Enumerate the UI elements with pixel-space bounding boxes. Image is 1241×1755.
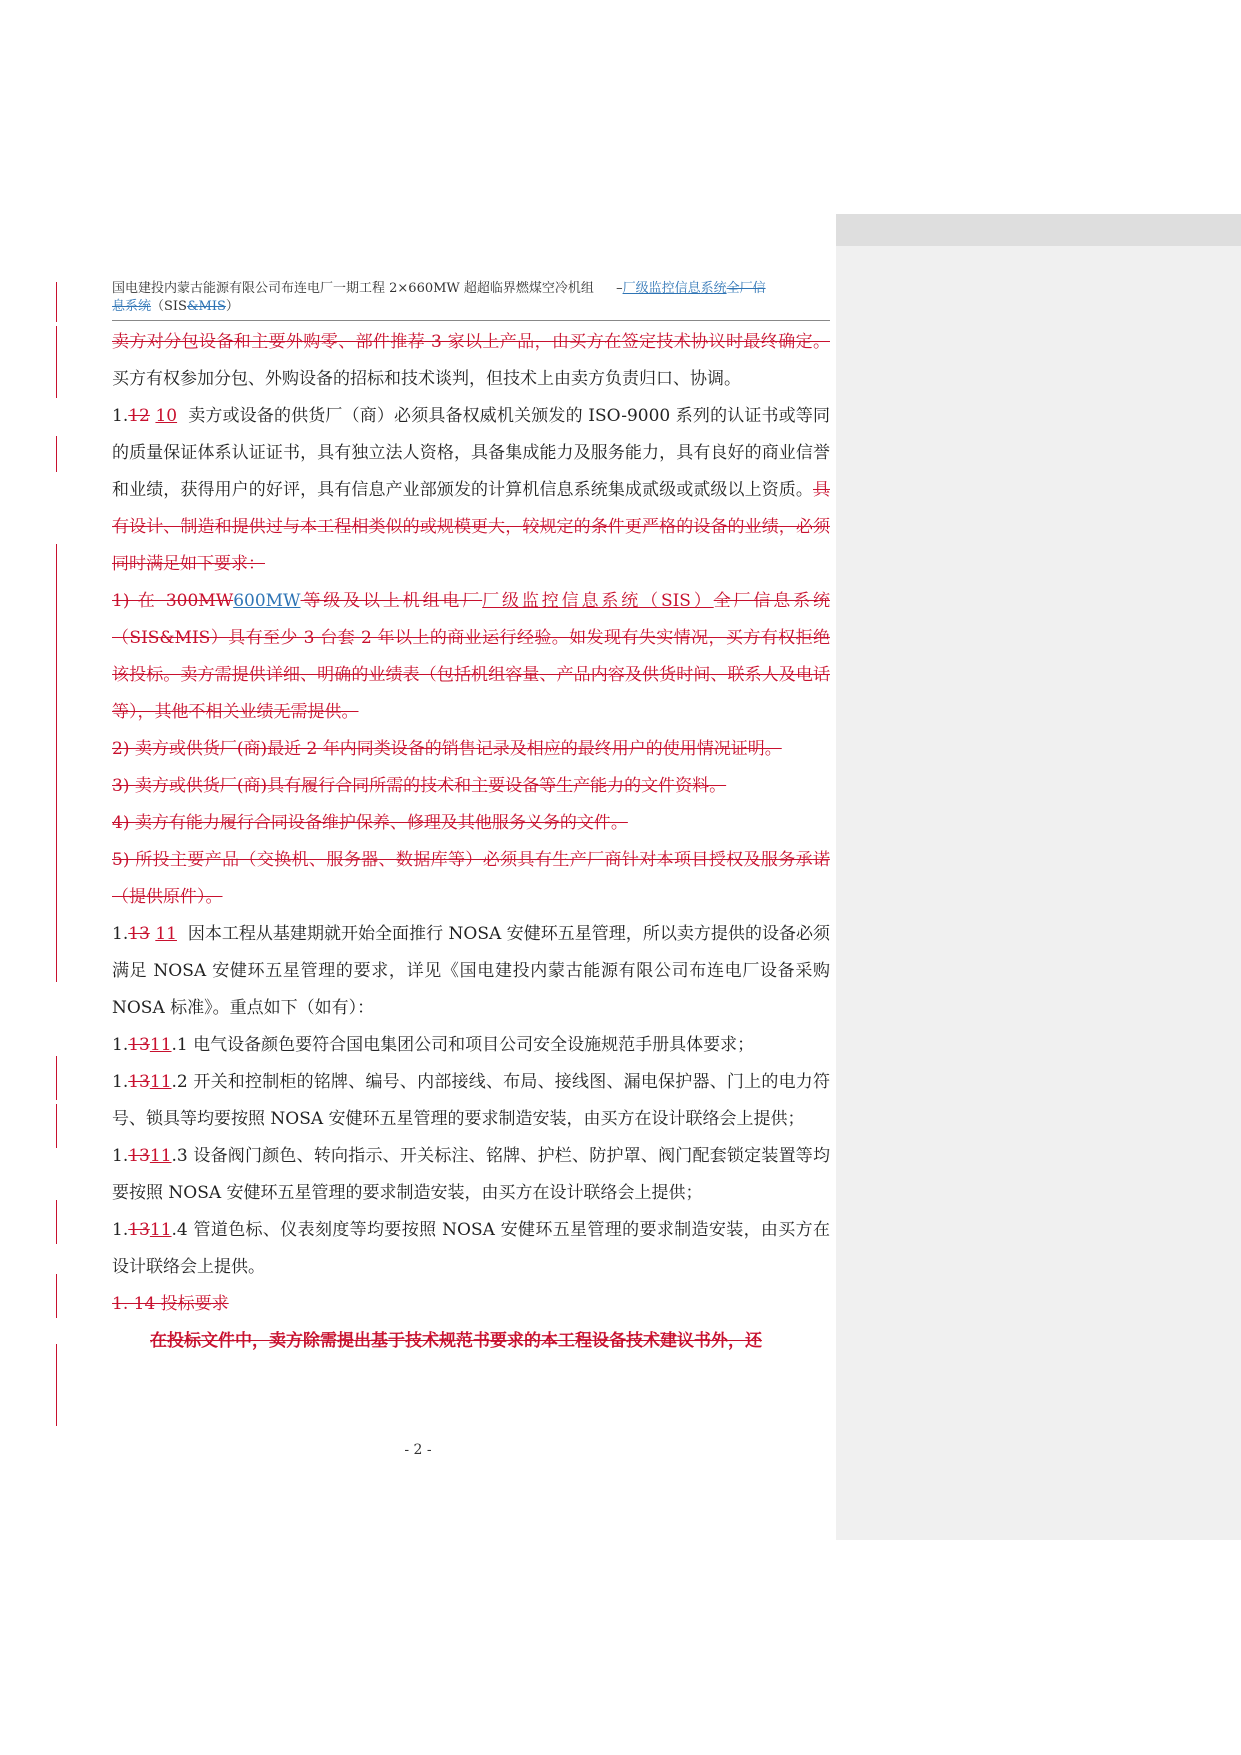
sub-clause-2 [112, 1064, 830, 1138]
deleted-text: 等级及以上机组电厂 [300, 591, 483, 611]
deleted-text: 4) 卖方有能力履行合同设备维护保养、修理及其他服务义务的文件。 [112, 813, 628, 833]
paragraph-text: .2 开关和控制柜的铭牌、编号、内部接线、布局、接线图、漏电保护器、门上的电力符号、锁具等均要按照 NOSA 安健环五星管理的要求制造安装，由买方在设计联络会上提供； [112, 1072, 830, 1129]
list-item-3 [112, 768, 830, 805]
inserted-number: 11 [155, 924, 177, 944]
change-bar [56, 326, 57, 398]
deleted-number: 13 [128, 1072, 150, 1092]
inserted-number: 11 [149, 1220, 172, 1240]
header-deleted-text-2: 息系统 [112, 299, 152, 314]
deleted-text: 在投标文件中，卖方除需提出基于技术规范书要求的本工程设备技术建议书外，还 [150, 1331, 762, 1351]
deleted-text: 2) 卖方或供货厂(商)最近 2 年内同类设备的销售记录及相应的最终用户的使用情况证明。 [112, 739, 782, 759]
clause-number: 1. [112, 1035, 129, 1055]
list-item-2 [112, 731, 830, 768]
paragraph-1-11 [112, 916, 830, 1027]
header-end-text: ） [225, 299, 239, 314]
paragraph-text: 卖方或设备的供货厂（商）必须具备权威机关颁发的 ISO-9000 系列的认证书或等同的质量保证体系认证证书，具有独立法人资格，具备集成能力及服务能力，具有良好的商业信誉和业绩，获得用户的好评，具有信息产业部颁发的计算机信息系统集成贰级或贰级以上资质。 [112, 406, 830, 500]
paragraph-bid [112, 1323, 830, 1360]
deleted-text: 3) 卖方或供货厂(商)具有履行合同所需的技术和主要设备等生产能力的文件资料。 [112, 776, 727, 796]
header-deleted-text: 全厂信 [726, 281, 766, 296]
inserted-number: 10 [155, 406, 178, 426]
paragraph-text: 买方有权参加分包、外购设备的招标和技术谈判，但技术上由卖方负责归口、协调。 [112, 369, 741, 389]
paragraph-1-14 [112, 1286, 830, 1323]
deleted-text: 卖方对分包设备和主要外购零、部件推荐 3 家以上产品，由买方在签定技术协议时最终确定。 [112, 332, 830, 352]
change-bar [56, 544, 57, 982]
sub-clause-4 [112, 1212, 830, 1286]
list-item-5 [112, 842, 830, 916]
paragraph-text: 因本工程从基建期就开始全面推行 NOSA 安健环五星管理，所以卖方提供的设备必须满足 NOSA 安健环五星管理的要求，详见《国电建投内蒙古能源有限公司布连电厂设备采购 NOSA 标准》。重点如下（如有）： [112, 924, 831, 1018]
list-item-4 [112, 805, 830, 842]
inserted-number: 11 [149, 1035, 172, 1055]
clause-number: 1. [112, 406, 129, 426]
deleted-number: 13 [128, 924, 150, 944]
sub-clause-3 [112, 1138, 830, 1212]
deleted-text: 全厂信息系统（SIS&MIS）具有至少 3 台套 2 年以上的商业运行经验。如发现有失实情况，买方有权拒绝该投标。卖方需提供详细、明确的业绩表（包括机组容量、产品内容及供货时间、联系人及电话等），其他不相关业绩无需提供。 [112, 591, 831, 722]
deleted-number: 13 [128, 1035, 150, 1055]
change-bar [56, 1274, 57, 1318]
list-item-1 [112, 583, 830, 731]
deleted-number: 13 [128, 1220, 150, 1240]
header-title: 国电建投内蒙古能源有限公司布连电厂一期工程 2×660MW 超超临界燃煤空冷机组 [112, 281, 594, 296]
deleted-text: 5) 所投主要产品（交换机、服务器、数据库等）必须具有生产厂商针对本项目授权及服务承诺（提供原件）。 [112, 850, 830, 907]
paragraph-text: .4 管道色标、仪表刻度等均要按照 NOSA 安健环五星管理的要求制造安装，由买方在设计联络会上提供。 [112, 1220, 830, 1277]
inserted-text: 600MW [233, 591, 301, 611]
comment-pane-header [836, 214, 1241, 246]
header-deleted-text-3: &MIS [186, 299, 226, 314]
deleted-text: 具有设计、制造和提供过与本工程相类似的或规模更大，较规定的条件更严格的设备的业绩，必须同时满足如下要求： [112, 480, 830, 574]
sub-clause-1 [112, 1027, 830, 1064]
change-bar [56, 282, 57, 322]
inserted-number: 11 [149, 1146, 172, 1166]
document-body [112, 324, 830, 1360]
header-sep: – [616, 281, 623, 296]
deleted-text: 1) 在 300MW [112, 591, 234, 611]
deleted-heading: 1. 14 投标要求 [112, 1294, 229, 1314]
paragraph-1-10 [112, 398, 830, 583]
inserted-number: 11 [149, 1072, 172, 1092]
deleted-number: 13 [128, 1146, 150, 1166]
paragraph-text: .1 电气设备颜色要符合国电集团公司和项目公司安全设施规范手册具体要求； [171, 1035, 755, 1055]
paragraph-text: .3 设备阀门颜色、转向指示、开关标注、铭牌、护栏、防护罩、阀门配套锁定装置等均要按照 NOSA 安健环五星管理的要求制造安装，由买方在设计联络会上提供； [112, 1146, 830, 1203]
page-header [112, 280, 830, 321]
clause-number: 1. [112, 924, 129, 944]
change-bar [56, 1056, 57, 1100]
header-inserted-text: 厂级监控信息系统 [622, 281, 727, 296]
clause-number: 1. [112, 1220, 129, 1240]
page-number: - 2 - [404, 1442, 432, 1458]
change-bar [56, 1344, 57, 1426]
deleted-number: 12 [128, 406, 150, 426]
header-plain-text: （SIS [151, 299, 187, 314]
change-bar [56, 436, 57, 472]
clause-number: 1. [112, 1072, 129, 1092]
change-bar [56, 1200, 57, 1244]
comment-pane [836, 214, 1241, 1540]
paragraph-1 [112, 324, 830, 398]
change-bar [56, 1104, 57, 1148]
clause-number: 1. [112, 1146, 129, 1166]
inserted-text: 厂级监控信息系统（SIS） [482, 591, 714, 611]
